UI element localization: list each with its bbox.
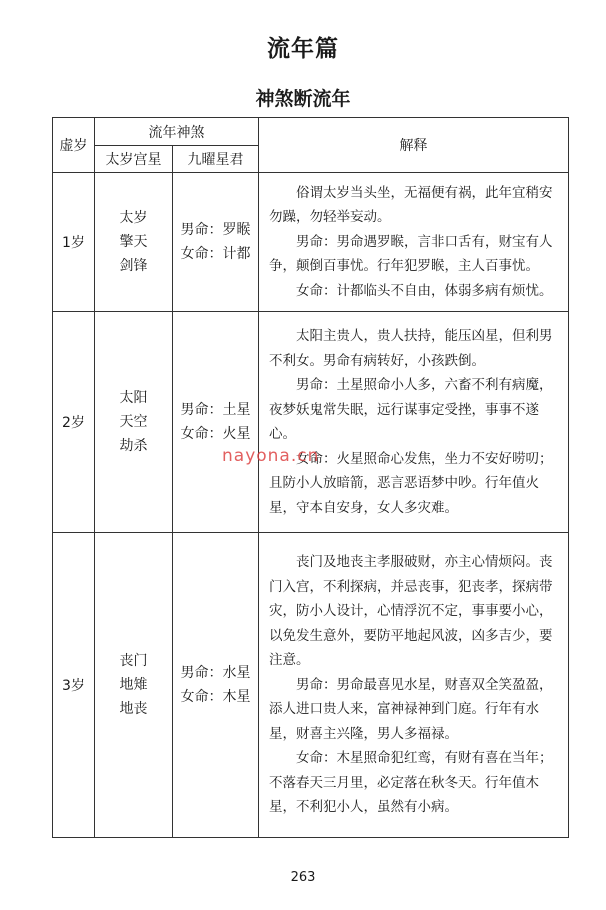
table-row [53,533,569,838]
explain-paragraph: 女命：火星照命心发焦，坐力不安好唠叨；且防小人放暗箭，恶言恶语梦中吵。行年值火星，守本自安身，女人多灾难。 [269,450,553,516]
taisui-star: 劫杀 [119,438,148,454]
header-group: 流年神煞 [95,118,259,146]
explain-cell [259,533,569,838]
explain-cell [259,312,569,533]
jiuyao-cell [173,533,259,838]
explain-paragraph: 男命：男命最喜见水星，财喜双全笑盈盈，添人进口贵人来，富神禄神到门庭。行年有水星，财喜主兴隆，男人多福禄。 [269,676,553,742]
explain-paragraph: 丧门及地丧主孝服破财，亦主心情烦闷。丧门入宫，不利探病，并忌丧事，犯丧孝，探病带灾，防小人设计，心情浮沉不定，事事要小心，以免发生意外，要防平地起风波，凶多吉少，要注意。 [269,554,553,669]
jiuyao-female: 女命：木星 [180,689,251,705]
header-taisui: 太岁宫星 [95,146,173,173]
age-cell: 3岁 [53,533,95,838]
explain-paragraph: 女命：木星照命犯红鸾，有财有喜在当年；不落春天三月里，必定落在秋冬天。行年值木星，不利犯小人，虽然有小病。 [269,750,553,816]
explain-cell [259,173,569,312]
explain-paragraph: 男命：男命遇罗睺，言非口舌有，财宝有人争，颠倒百事忧。行年犯罗睺，主人百事忧。 [269,233,553,275]
table-row [53,173,569,312]
jiuyao-female: 女命：计都 [180,246,251,262]
table-row [53,312,569,533]
age-cell: 1岁 [53,173,95,312]
taisui-star: 太岁 [119,210,148,226]
jiuyao-male: 男命：水星 [180,665,251,681]
explain-paragraph: 俗谓太岁当头坐，无福便有祸，此年宜稍安勿躁，勿轻举妄动。 [269,184,553,226]
taisui-star: 剑锋 [119,258,148,274]
taisui-star: 太阳 [119,390,148,406]
page-number: 263 [290,870,316,885]
header-jiuyao: 九曜星君 [173,146,259,173]
watermark: nayona.cn [222,446,320,466]
jiuyao-male: 男命：罗睺 [180,222,251,238]
jiuyao-male: 男命：土星 [180,402,251,418]
taisui-star: 天空 [119,414,148,430]
taisui-star: 丧门 [119,653,148,669]
taisui-star: 地雉 [119,677,148,693]
taisui-cell [95,312,173,533]
annual-shensha-table [52,117,569,838]
jiuyao-cell [173,173,259,312]
explain-paragraph: 太阳主贵人，贵人扶持，能压凶星，但利男不利女。男命有病转好，小孩跌倒。 [269,328,553,369]
jiuyao-female: 女命：火星 [180,426,251,442]
header-explain: 解释 [259,118,569,173]
header-age: 虚岁 [53,118,95,173]
taisui-cell [95,533,173,838]
section-title: 神煞断流年 [255,88,351,110]
age-cell: 2岁 [53,312,95,533]
taisui-star: 擎天 [119,234,148,250]
jiuyao-cell [173,312,259,533]
taisui-star: 地丧 [119,701,148,717]
page-title: 流年篇 [267,36,339,62]
taisui-cell [95,173,173,312]
explain-paragraph: 女命：计都临头不自由，体弱多病有烦忧。 [296,282,553,299]
explain-paragraph: 男命：土星照命小人多，六畜不利有病魔，夜梦妖鬼常失眠，远行谋事定受挫，事事不遂心。 [269,377,553,442]
